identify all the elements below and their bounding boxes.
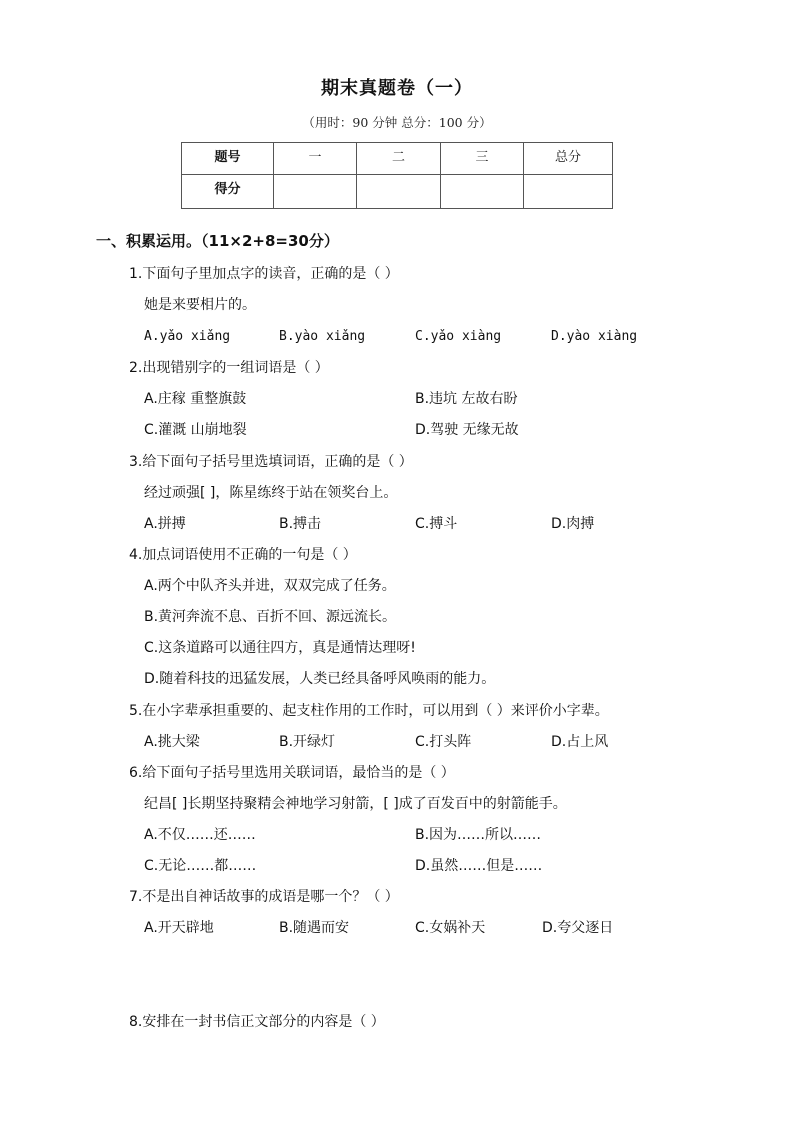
- question-7-stem: 7.不是出自神话故事的成语是哪一个？（ ）: [129, 889, 399, 905]
- header-cell-part-1: 一: [274, 143, 357, 175]
- score-cell-total: [524, 175, 613, 209]
- score-cell-part-3: [441, 175, 524, 209]
- question-5-option-d: D.占上风: [551, 734, 609, 750]
- question-2-option-d: D.驾驶 无缘无故: [415, 422, 519, 438]
- score-table: [181, 142, 613, 209]
- header-cell-total: 总分: [524, 143, 613, 175]
- score-cell-part-1: [274, 175, 357, 209]
- question-2-stem: 2.出现错别字的一组词语是（ ）: [129, 360, 329, 376]
- score-table-score-row: [182, 175, 613, 209]
- question-1-option-c: C.yǎo xiàng: [415, 329, 502, 344]
- section-1-title: [96, 230, 339, 251]
- question-1-option-a: A.yǎo xiǎng: [144, 329, 231, 344]
- question-6-option-a: A.不仅……还……: [144, 827, 256, 843]
- question-3-option-b: B.搏击: [279, 516, 322, 532]
- question-3-stem: 3.给下面句子括号里选填词语，正确的是（ ）: [129, 454, 413, 470]
- exam-subtitle: （用时：90 分钟 总分：100 分）: [302, 115, 492, 130]
- question-1-sentence: 她是来要相片的。: [144, 297, 256, 313]
- question-1-option-b: B.yào xiǎng: [279, 329, 366, 344]
- score-cell-part-2: [357, 175, 441, 209]
- header-cell-part-2: 二: [357, 143, 441, 175]
- question-5-option-a: A.挑大梁: [144, 734, 200, 750]
- question-7-option-a: A.开天辟地: [144, 920, 214, 936]
- score-cell-label: 得分: [182, 175, 274, 209]
- question-2-option-b: B.违坑 左故右盼: [415, 391, 518, 407]
- question-4-stem: 4.加点词语使用不正确的一句是（ ）: [129, 547, 357, 563]
- question-3-option-c: C.搏斗: [415, 516, 458, 532]
- question-1-option-d: D.yào xiàng: [551, 329, 638, 344]
- question-5-stem: 5.在小字辈承担重要的、起支柱作用的工作时，可以用到（ ）来评价小字辈。: [129, 703, 609, 719]
- question-3-option-d: D.肉搏: [551, 516, 595, 532]
- question-3-sentence: 经过顽强[ ]，陈星练终于站在领奖台上。: [144, 485, 398, 501]
- question-4-option-d: D.随着科技的迅猛发展，人类已经具备呼风唤雨的能力。: [144, 671, 496, 687]
- score-table-header-row: [182, 143, 613, 175]
- question-4-option-a: A.两个中队齐头并进，双双完成了任务。: [144, 578, 396, 594]
- question-5-option-b: B.开绿灯: [279, 734, 336, 750]
- question-6-option-d: D.虽然……但是……: [415, 858, 543, 874]
- question-2-option-a: A.庄稼 重整旗鼓: [144, 391, 247, 407]
- header-cell-question-number: 题号: [182, 143, 274, 175]
- question-5-option-c: C.打头阵: [415, 734, 472, 750]
- question-4-option-b: B.黄河奔流不息、百折不回、源远流长。: [144, 609, 397, 625]
- section-1-heading: 一、积累运用。（11×2+8=30分）: [96, 232, 339, 250]
- question-6-option-b: B.因为……所以……: [415, 827, 542, 843]
- question-8-stem: 8.安排在一封书信正文部分的内容是（ ）: [129, 1014, 385, 1030]
- question-2-option-c: C.灌溉 山崩地裂: [144, 422, 247, 438]
- question-7-option-d: D.夸父逐日: [542, 920, 614, 936]
- question-7-option-b: B.随遇而安: [279, 920, 350, 936]
- question-4-option-c: C.这条道路可以通往四方，真是通情达理呀!: [144, 640, 416, 656]
- question-6-stem: 6.给下面句子括号里选用关联词语，最恰当的是（ ）: [129, 765, 455, 781]
- question-3-option-a: A.拼搏: [144, 516, 186, 532]
- exam-title: 期末真题卷（一）: [321, 78, 473, 99]
- question-7-option-c: C.女娲补天: [415, 920, 486, 936]
- header-cell-part-3: 三: [441, 143, 524, 175]
- question-6-sentence: 纪昌[ ]长期坚持聚精会神地学习射箭，[ ]成了百发百中的射箭能手。: [144, 796, 567, 812]
- question-6-option-c: C.无论……都……: [144, 858, 257, 874]
- question-1-stem: 1.下面句子里加点字的读音，正确的是（ ）: [129, 266, 399, 282]
